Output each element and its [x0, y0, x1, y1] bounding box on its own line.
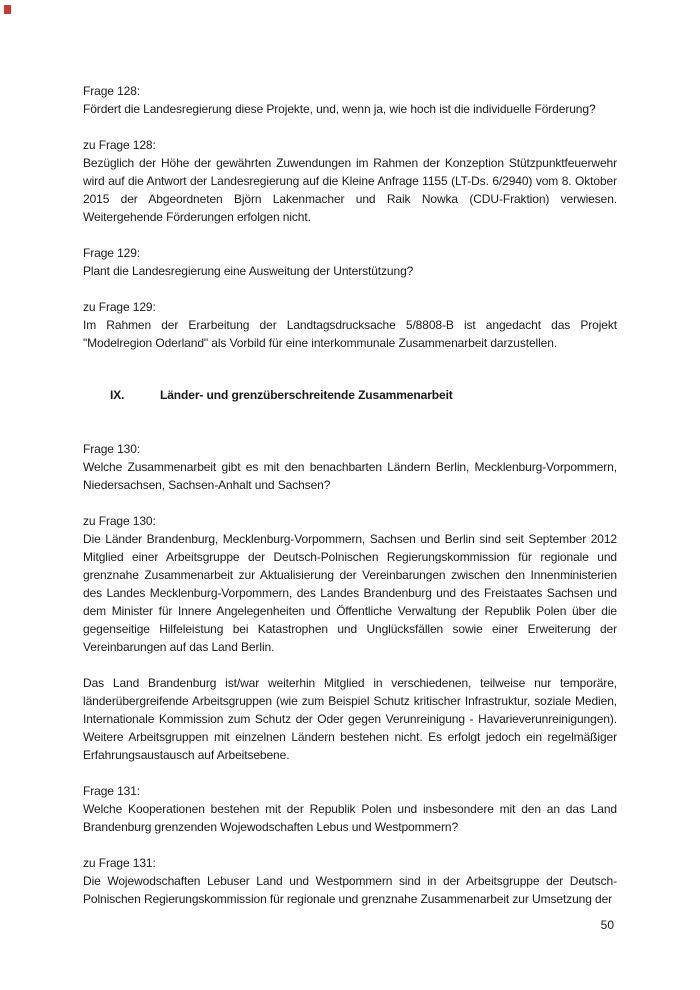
- frage-129-label: Frage 129:: [83, 246, 141, 260]
- frage-131-question: Welche Kooperationen bestehen mit der Republik Polen und insbesondere mit den an das Land Brandenburg grenzenden Wojewodschaften Lebus und Westpommern?: [83, 802, 617, 834]
- zu-frage-129-label: zu Frage 129:: [83, 300, 156, 314]
- page-number: 50: [600, 918, 614, 932]
- section-ix-heading-number: IX.: [110, 388, 125, 402]
- zu-frage-130-answer-2: Das Land Brandenburg ist/war weiterhin Mitglied in verschiedenen, teilweise nur temporäre, länderübergreifende Arbeitsgruppen (wie zum Beispiel Schutz kritischer Infrastruktur, soziale Medien, Internationale Kommission zum Schutz der Oder gegen Verunreinigung - Havarieverunreinigungen). Weitere Arbeitsgruppen mit einzelnen Ländern bestehen nicht. Es erfolgt jedoch ein regelmäßiger Erfahrungsaustausch auf Arbeitsebene.: [83, 676, 617, 762]
- frage-131-label: Frage 131:: [83, 784, 141, 798]
- zu-frage-131-answer: Die Wojewodschaften Lebuser Land und Westpommern sind in der Arbeitsgruppe der Deutsch-Polnischen Regierungskommission für regionale und grenznahe Zusammenarbeit zur Umsetzung der: [83, 874, 617, 906]
- zu-frage-130-answer-1: Die Länder Brandenburg, Mecklenburg-Vorpommern, Sachsen und Berlin sind seit September 2012 Mitglied einer Arbeitsgruppe der Deutsch-Polnischen Regierungskommission für regionale und grenznahe Zusammenarbeit zur Aktualisierung der Vereinbarungen zwischen den Innenministerien des Landes Mecklenburg-Vorpommern, des Landes Brandenburg und des Freistaates Sachsen und dem Minister für Innere Angelegenheiten und Öffentliche Verwaltung der Republik Polen über die gegenseitige Hilfeleistung bei Katastrophen und Unglücksfällen sowie einer Erweiterung der Vereinbarungen auf das Land Berlin.: [83, 532, 617, 654]
- frage-128-label: Frage 128:: [83, 84, 141, 98]
- frage-128-question: Fördert die Landesregierung diese Projekte, und, wenn ja, wie hoch ist die individuelle Förderung?: [83, 102, 596, 116]
- section-ix-heading-title: Länder- und grenzüberschreitende Zusammenarbeit: [160, 388, 453, 402]
- frage-129-question: Plant die Landesregierung eine Ausweitung der Unterstützung?: [83, 264, 414, 278]
- zu-frage-131-label: zu Frage 131:: [83, 856, 156, 870]
- frage-130-question: Welche Zusammenarbeit gibt es mit den benachbarten Ländern Berlin, Mecklenburg-Vorpommern, Niedersachsen, Sachsen-Anhalt und Sachsen?: [83, 460, 617, 492]
- frage-130-label: Frage 130:: [83, 442, 141, 456]
- document-body: [83, 82, 617, 908]
- zu-frage-128-answer: Bezüglich der Höhe der gewährten Zuwendungen im Rahmen der Konzeption Stützpunktfeuerwehr wird auf die Antwort der Landesregierung auf die Kleine Anfrage 1155 (LT-Ds. 6/2940) vom 8. Oktober 2015 der Abgeordneten Björn Lakenmacher und Raik Nowka (CDU-Fraktion) verwiesen. Weitergehende Förderungen erfolgen nicht.: [83, 156, 617, 224]
- zu-frage-129-answer: Im Rahmen der Erarbeitung der Landtagsdrucksache 5/8808-B ist angedacht das Projekt "Modelregion Oderland" als Vorbild für eine interkommunale Zusammenarbeit darzustellen.: [83, 318, 617, 350]
- scan-artifact-marker: [4, 5, 11, 14]
- zu-frage-130-label: zu Frage 130:: [83, 514, 156, 528]
- section-ix-heading: [83, 386, 617, 404]
- zu-frage-128-label: zu Frage 128:: [83, 138, 156, 152]
